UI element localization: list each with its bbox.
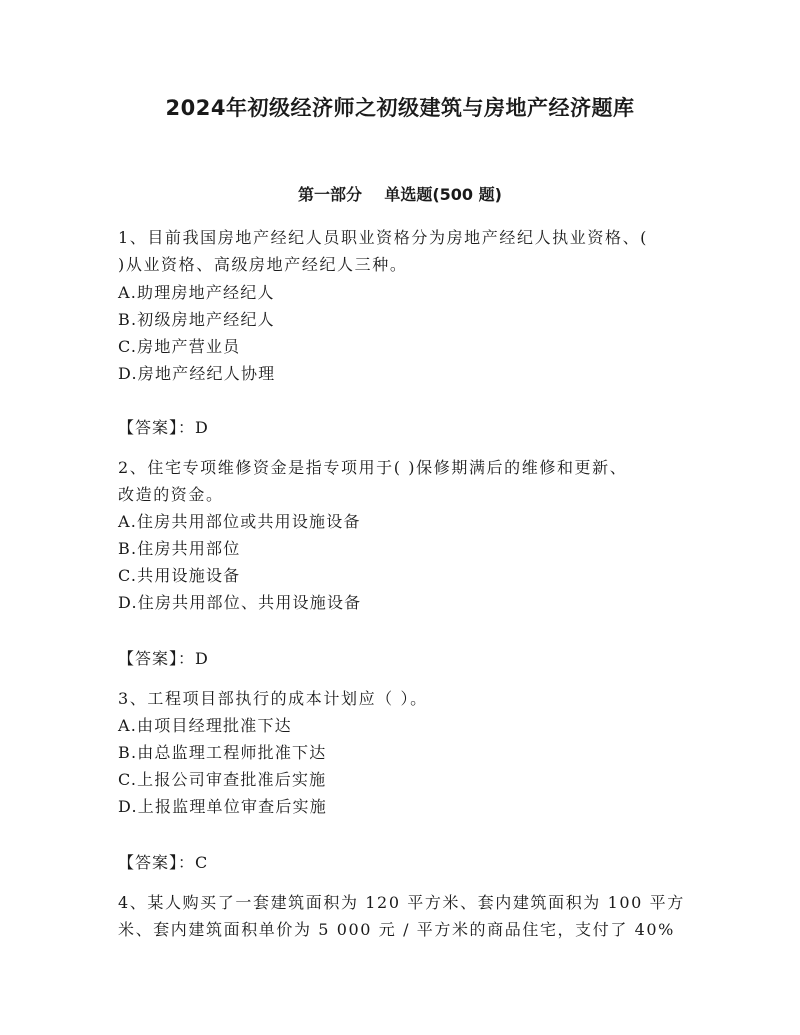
question-3-option-c: C.上报公司审查批准后实施	[118, 770, 327, 789]
question-3-stem-line-1: 3、工程项目部执行的成本计划应（ ）。	[118, 689, 428, 708]
question-1-answer: 【答案】：D	[118, 418, 209, 437]
question-3-option-d: D.上报监理单位审查后实施	[118, 797, 327, 816]
question-2-option-d: D.住房共用部位、共用设施设备	[118, 593, 362, 612]
question-2-stem-line-1: 2、住宅专项维修资金是指专项用于( )保修期满后的维修和更新、	[118, 458, 628, 477]
question-1-option-c: C.房地产营业员	[118, 337, 241, 356]
question-3-option-a: A.由项目经理批准下达	[118, 716, 292, 735]
question-1-option-d: D.房地产经纪人协理	[118, 364, 276, 383]
question-2-stem-line-2: 改造的资金。	[118, 485, 224, 504]
question-2-option-c: C.共用设施设备	[118, 566, 241, 585]
question-3-option-b: B.由总监理工程师批准下达	[118, 743, 327, 762]
question-2-answer: 【答案】：D	[118, 649, 209, 668]
question-4-stem-line-2: 米、套内建筑面积单价为 5 000 元 / 平方米的商品住宅，支付了 40%	[118, 920, 675, 939]
section-title: 第一部分 单选题(500 题)	[298, 185, 502, 204]
question-3-answer: 【答案】：C	[118, 853, 209, 872]
question-1-option-b: B.初级房地产经纪人	[118, 310, 275, 329]
question-1-stem-line-1: 1、目前我国房地产经纪人员职业资格分为房地产经纪人执业资格、(	[118, 228, 649, 247]
question-2-option-b: B.住房共用部位	[118, 539, 241, 558]
question-1-stem-line-2: )从业资格、高级房地产经纪人三种。	[118, 255, 408, 274]
question-2-option-a: A.住房共用部位或共用设施设备	[118, 512, 361, 531]
question-1-option-a: A.助理房地产经纪人	[118, 283, 275, 302]
question-4-stem-line-1: 4、某人购买了一套建筑面积为 120 平方米、套内建筑面积为 100 平方	[118, 893, 685, 912]
document-title: 2024年初级经济师之初级建筑与房地产经济题库	[165, 96, 635, 120]
